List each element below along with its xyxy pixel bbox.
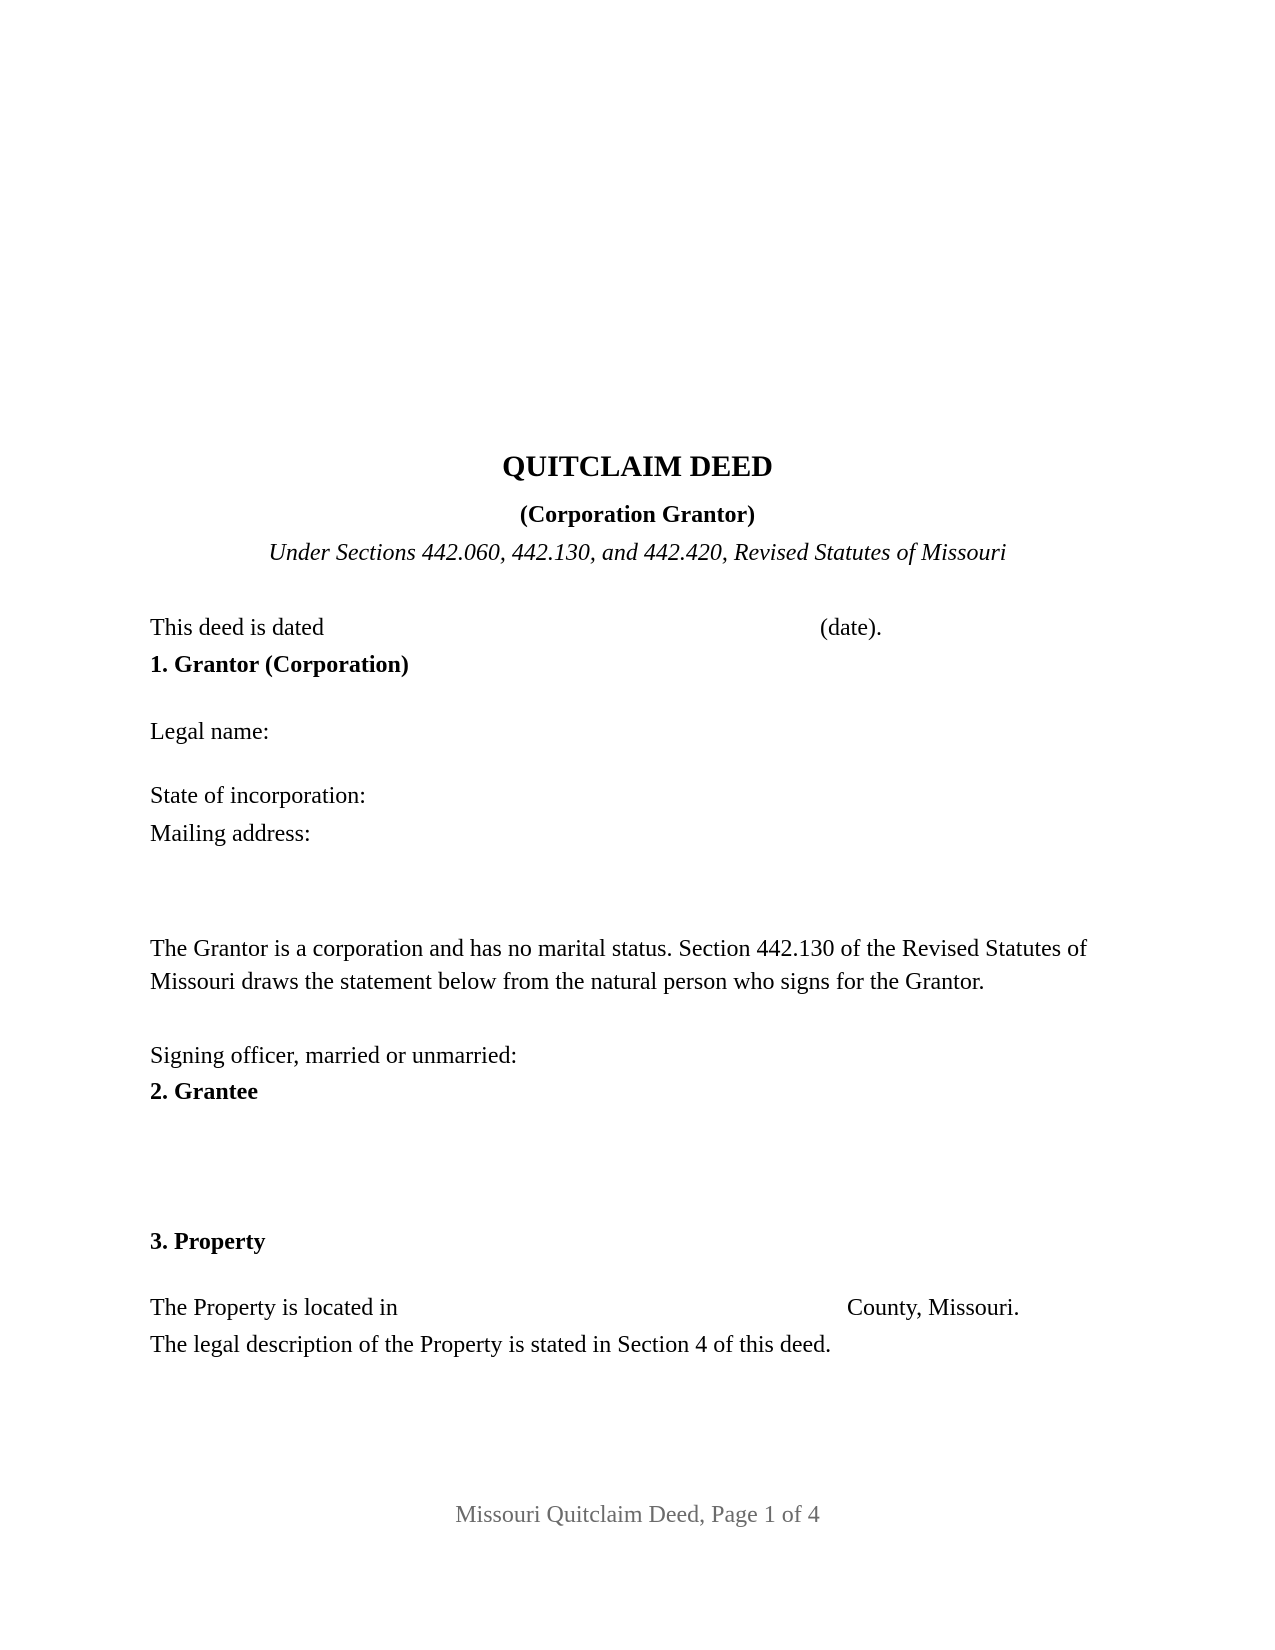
property-heading: 3. Property (150, 1229, 266, 1255)
property-location-prefix: The Property is located in (150, 1295, 398, 1321)
property-location-suffix: County, Missouri. (847, 1295, 1020, 1321)
grantee-heading: 2. Grantee (150, 1079, 258, 1105)
document-subtitle: (Corporation Grantor) (519, 502, 756, 528)
grantor-heading: 1. Grantor (Corporation) (150, 652, 409, 678)
mailing-address-label: Mailing address: (150, 821, 311, 847)
state-of-incorporation-label: State of incorporation: (150, 783, 366, 809)
dated-prefix: This deed is dated (150, 615, 324, 641)
marital-status-paragraph: The Grantor is a corporation and has no marital status. Section 442.130 of the Revised Statutes of Missouri draws the statement below from the natural person who signs for the Grantor. (150, 936, 1088, 995)
legal-description-line: The legal description of the Property is stated in Section 4 of this deed. (150, 1332, 832, 1358)
page-footer: Missouri Quitclaim Deed, Page 1 of 4 (455, 1502, 820, 1528)
statute-line: Under Sections 442.060, 442.130, and 442.420, Revised Statutes of Missouri (268, 540, 1007, 566)
dated-suffix: (date). (820, 615, 882, 641)
legal-name-label: Legal name: (150, 719, 270, 745)
document-title: QUITCLAIM DEED (502, 450, 773, 483)
signing-officer-label: Signing officer, married or unmarried: (150, 1043, 518, 1069)
